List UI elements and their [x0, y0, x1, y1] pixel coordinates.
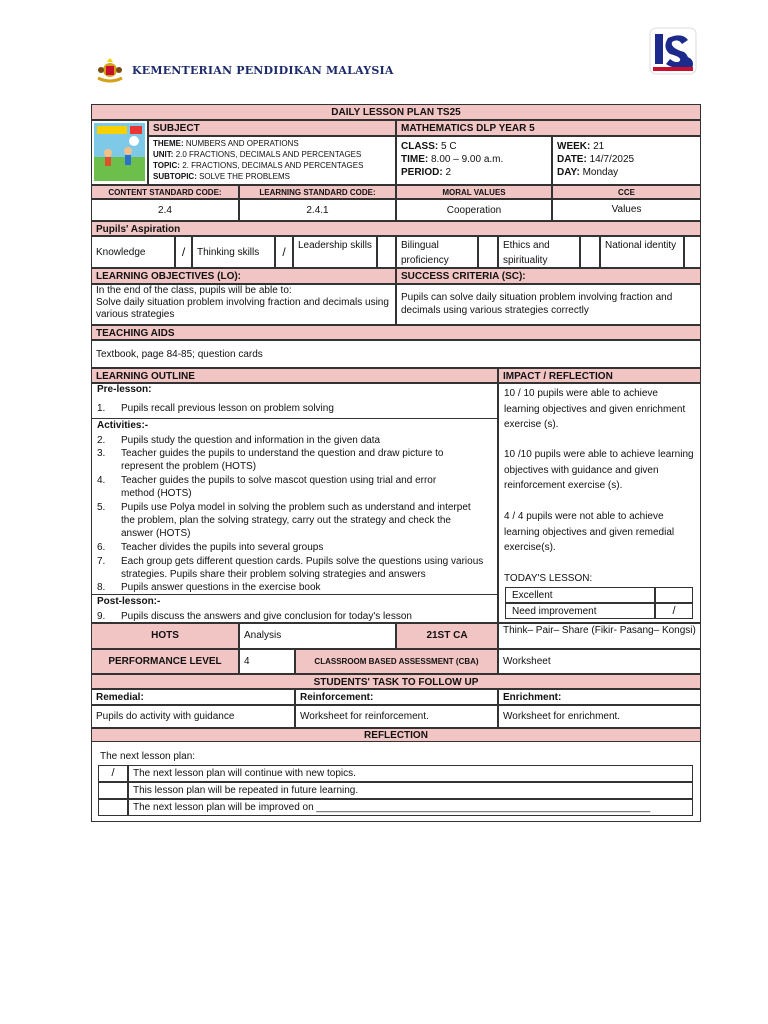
lo-line-1: In the end of the class, pupils will be able to: — [96, 285, 292, 296]
enrichment-value: Worksheet for enrichment. — [498, 705, 701, 728]
aspiration-bilingual: Bilingual proficiency — [396, 236, 478, 268]
time-label: TIME: — [401, 154, 429, 165]
list-item: 2. Pupils study the question and information in the given data — [97, 435, 381, 446]
aspiration-national: National identity — [600, 236, 684, 268]
need-improvement-option[interactable]: Need improvement — [505, 603, 655, 619]
reinforcement-value: Worksheet for reinforcement. — [295, 705, 498, 728]
unit-label: UNIT: — [153, 150, 174, 159]
follow-up-label: STUDENTS' TASK TO FOLLOW UP — [91, 674, 701, 689]
list-item: 5. Pupils use Polya model in solving the problem such as understand and interpet the problem, plan the solving strategy, carry out the strategy and check the answer (HOTS) — [97, 502, 471, 539]
cba-label: CLASSROOM BASED ASSESSMENT (CBA) — [295, 649, 498, 674]
list-item: 1. Pupils recall previous lesson on problem solving — [97, 403, 334, 414]
lo-label: LEARNING OBJECTIVES (LO): — [91, 268, 396, 284]
aspiration-ethics-mark — [580, 236, 600, 268]
subtopic-value: SOLVE THE PROBLEMS — [199, 172, 290, 181]
impact-achieved: 10 / 10 pupils were able to achieve learning objectives and given enrichment exercise (s). — [504, 388, 686, 430]
list-item: 9. Pupils discuss the answers and give conclusion for today's lesson — [97, 611, 412, 622]
impact-label: IMPACT / REFLECTION — [498, 368, 701, 383]
sc-text: Pupils can solve daily situation problem involving fraction and decimals using various strategies correctly — [396, 284, 701, 325]
hots-label: HOTS — [91, 623, 239, 649]
excellent-option[interactable]: Excellent — [505, 587, 655, 603]
subject-details — [148, 136, 396, 185]
aspiration-ethics: Ethics and spirituality — [498, 236, 580, 268]
teaching-aids-text: Textbook, page 84-85; question cards — [91, 340, 701, 368]
need-improvement-checkbox[interactable]: / — [655, 603, 693, 619]
week-details — [552, 136, 701, 185]
moral-values-value: Cooperation — [396, 199, 552, 221]
outline-divider — [91, 418, 498, 419]
ts25-logo — [648, 26, 698, 78]
list-item: 8. Pupils answer questions in the exercise book — [97, 582, 321, 593]
hots-value: Analysis — [239, 623, 396, 649]
list-item: 7. Each group gets different question cards. Pupils solve the questions using various strategies. Pupils share their problem solving strategies and answers — [97, 556, 484, 580]
pre-lesson-label: Pre-lesson: — [97, 384, 152, 395]
date-label: DATE: — [557, 154, 587, 165]
reinforcement-label: Reinforcement: — [295, 689, 498, 705]
teaching-aids-label: TEACHING AIDS — [91, 325, 701, 340]
learning-standard-label: LEARNING STANDARD CODE: — [239, 185, 396, 199]
remedial-value: Pupils do activity with guidance — [91, 705, 295, 728]
class-label: CLASS: — [401, 141, 439, 152]
learning-standard-value: 2.4.1 — [239, 199, 396, 221]
todays-lesson-label: TODAY'S LESSON: — [504, 573, 593, 584]
reflection-mark-continue[interactable]: / — [98, 765, 128, 782]
outline-divider — [91, 594, 498, 595]
list-item: 6. Teacher divides the pupils into several groups — [97, 542, 324, 553]
ministry-name: KEMENTERIAN PENDIDIKAN MALAYSIA — [132, 64, 394, 77]
subject-label: SUBJECT — [148, 120, 396, 136]
aspiration-thinking-mark: / — [275, 236, 293, 268]
impact-remedial: 4 / 4 pupils were not able to achieve learning objectives and given remedial exercise(s). — [504, 511, 675, 553]
moral-values-label: MORAL VALUES — [396, 185, 552, 199]
list-item: 3. Teacher guides the pupils to understand the question and draw picture to represent the problem (HOTS) — [97, 448, 444, 472]
ministry-crest-icon — [95, 58, 125, 84]
enrichment-label: Enrichment: — [498, 689, 701, 705]
aspiration-leadership-mark — [377, 236, 396, 268]
aspiration-knowledge-mark: / — [175, 236, 192, 268]
topic-value: 2. FRACTIONS, DECIMALS AND PERCENTAGES — [182, 161, 364, 170]
textbook-cover-image — [91, 120, 148, 185]
class-value: 5 C — [441, 141, 457, 152]
sc-label: SUCCESS CRITERIA (SC): — [396, 268, 701, 284]
reflection-option-continue[interactable]: The next lesson plan will continue with new topics. — [128, 765, 693, 782]
reflection-mark-repeat[interactable] — [98, 782, 128, 799]
lo-line-2: Solve daily situation problem involving fraction and decimals using various strategies — [96, 297, 389, 320]
reflection-option-improve[interactable]: The next lesson plan will be improved on ____________________________________________________________ — [128, 799, 693, 816]
aspiration-thinking: Thinking skills — [192, 236, 275, 268]
cce-label: CCE — [552, 185, 701, 199]
excellent-checkbox[interactable] — [655, 587, 693, 603]
learning-outline-label: LEARNING OUTLINE — [91, 368, 498, 383]
lo-text — [91, 284, 396, 325]
post-lesson-label: Post-lesson:- — [97, 596, 161, 607]
reflection-mark-improve[interactable] — [98, 799, 128, 816]
aspiration-knowledge: Knowledge — [91, 236, 175, 268]
week-value: 21 — [593, 141, 605, 152]
subject-value: MATHEMATICS DLP YEAR 5 — [396, 120, 701, 136]
impact-guidance: 10 /10 pupils were able to achieve learning objectives with guidance and given reinforcement exercise (s). — [504, 449, 694, 491]
content-standard-value: 2.4 — [91, 199, 239, 221]
reflection-option-repeat[interactable]: This lesson plan will be repeated in future learning. — [128, 782, 693, 799]
theme-label: THEME: — [153, 139, 184, 148]
class-details — [396, 136, 552, 185]
theme-value: NUMBERS AND OPERATIONS — [185, 139, 299, 148]
aspiration-leadership: Leadership skills — [293, 236, 377, 268]
remedial-label: Remedial: — [91, 689, 295, 705]
day-value: Monday — [582, 167, 619, 178]
cba-value: Worksheet — [498, 649, 701, 674]
day-label: DAY: — [557, 167, 580, 178]
activities-label: Activities:- — [97, 420, 149, 431]
topic-label: TOPIC: — [153, 161, 180, 170]
reflection-intro: The next lesson plan: — [100, 751, 196, 762]
aspiration-national-mark — [684, 236, 701, 268]
unit-value: 2.0 FRACTIONS, DECIMALS AND PERCENTAGES — [175, 150, 362, 159]
week-label: WEEK: — [557, 141, 591, 152]
plan-title: DAILY LESSON PLAN TS25 — [91, 104, 701, 120]
cce-value: Values — [552, 199, 701, 221]
performance-value: 4 — [239, 649, 295, 674]
ca-label: 21ST CA — [396, 623, 498, 649]
list-item: 4. Teacher guides the pupils to solve mascot question using trial and error method (HOTS) — [97, 475, 437, 499]
performance-label: PERFORMANCE LEVEL — [91, 649, 239, 674]
reflection-label: REFLECTION — [91, 728, 701, 742]
time-value: 8.00 – 9.00 a.m. — [431, 154, 504, 165]
aspiration-bilingual-mark — [478, 236, 498, 268]
content-standard-label: CONTENT STANDARD CODE: — [91, 185, 239, 199]
ca-value: Think– Pair– Share (Fikir- Pasang– Kongsi) — [498, 623, 701, 649]
date-value: 14/7/2025 — [589, 154, 635, 165]
aspiration-label: Pupils' Aspiration — [91, 221, 701, 236]
period-label: PERIOD: — [401, 167, 443, 178]
period-value: 2 — [445, 167, 452, 178]
subtopic-label: SUBTOPIC: — [153, 172, 197, 181]
